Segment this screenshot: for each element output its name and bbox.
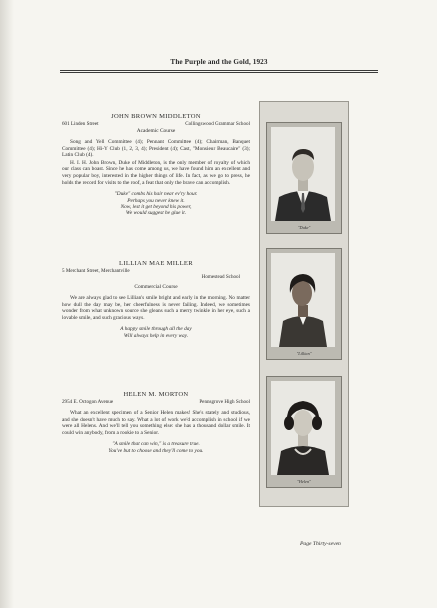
verse-line: Perhaps you never knew it. xyxy=(127,197,185,204)
student-verse xyxy=(62,191,250,217)
student-course: Academic Course xyxy=(136,128,176,134)
portrait-photo xyxy=(271,127,335,221)
profile-middleton xyxy=(62,113,250,217)
student-bio: We are always glad to see Lillian's smile bright and early in the morning. No matter how dull the day may be, her cheerfulness is never failing. Indeed, we sometimes wonder from what unknown source she gleans such a merry twinkle in her eye, such a lovable smile, and such gracious ways. xyxy=(62,295,250,321)
student-address-line xyxy=(62,121,250,127)
verse-line: You've but to choose and they'll come to you. xyxy=(108,447,204,454)
student-name: JOHN BROWN MIDDLETON xyxy=(111,113,201,120)
header-rule xyxy=(60,70,378,71)
student-address: 601 Linden Street xyxy=(62,121,99,127)
page-number: Page Thirty-seven xyxy=(300,541,341,547)
student-verse xyxy=(62,441,250,454)
photo-caption: "Duke" xyxy=(297,225,311,230)
student-bio: H. I. H. John Brown, Duke of Middleton, is the only member of royalty of which our class can boast. Since he has come among us, we have found him an excellent and very popular boy, interested in the higher things of life. In fact, as we go to press, he holds the record for visits to the roof, a feat that only the brave can accomplish. xyxy=(62,159,250,186)
photo-frame-morton xyxy=(266,376,342,488)
photo-strip xyxy=(259,101,349,507)
header-rule-thin xyxy=(60,72,378,73)
student-address: 5 Merchant Street, Merchantville xyxy=(62,268,130,274)
student-name: HELEN M. MORTON xyxy=(123,391,189,398)
student-previous-school: Pennsgrove High School xyxy=(199,399,250,405)
student-name: LILLIAN MAE MILLER xyxy=(119,260,193,267)
verse-line: A happy smile through all the day xyxy=(120,326,192,333)
photo-caption: "Lillian" xyxy=(296,351,312,356)
student-activities: Song and Yell Committee (4); Pennant Committee (4); Chairman, Banquet Committee (4); Hi-Y Club (1, 2, 3, 4); President (4); Cast, "Monsieur Beaucaire" (3); Latin Club (4). xyxy=(62,139,250,159)
student-previous-school: Homestead School xyxy=(201,274,240,280)
student-previous-school: Collingswood Grammar School xyxy=(185,121,250,127)
student-address: 2954 E. Octogon Avenue xyxy=(62,399,114,405)
student-address-line xyxy=(62,399,250,405)
portrait-photo xyxy=(271,381,335,475)
portrait-photo xyxy=(271,253,335,347)
student-bio: What an excellent specimen of a Senior Helen makes! She's stately and studious, and she doesn't have much to say. What a lot of work we'd accomplish in school if we were all Helens. And we'll tell you something else: she has a thousand dollar smile. It could win anybody, from a rookie to a Senior. xyxy=(62,410,250,436)
verse-line: "A smile that can win," is a treasure true. xyxy=(112,441,200,448)
page-edge-shadow xyxy=(0,0,14,608)
photo-frame-middleton xyxy=(266,122,342,234)
verse-line: Will always help in every way. xyxy=(123,332,189,339)
profile-miller xyxy=(62,260,250,339)
photo-caption: "Helen" xyxy=(297,479,311,484)
photo-frame-miller xyxy=(266,248,342,360)
verse-line: "Duke" combs his hair near ev'ry hour. xyxy=(114,191,198,198)
profile-morton xyxy=(62,391,250,454)
header-title: The Purple and the Gold, 1923 xyxy=(170,58,268,66)
verse-line: We would suggest he glue it. xyxy=(125,210,187,217)
student-verse xyxy=(62,326,250,339)
student-course: Commercial Course xyxy=(134,284,178,290)
verse-line: Now, lest it get beyond his power, xyxy=(120,203,192,210)
